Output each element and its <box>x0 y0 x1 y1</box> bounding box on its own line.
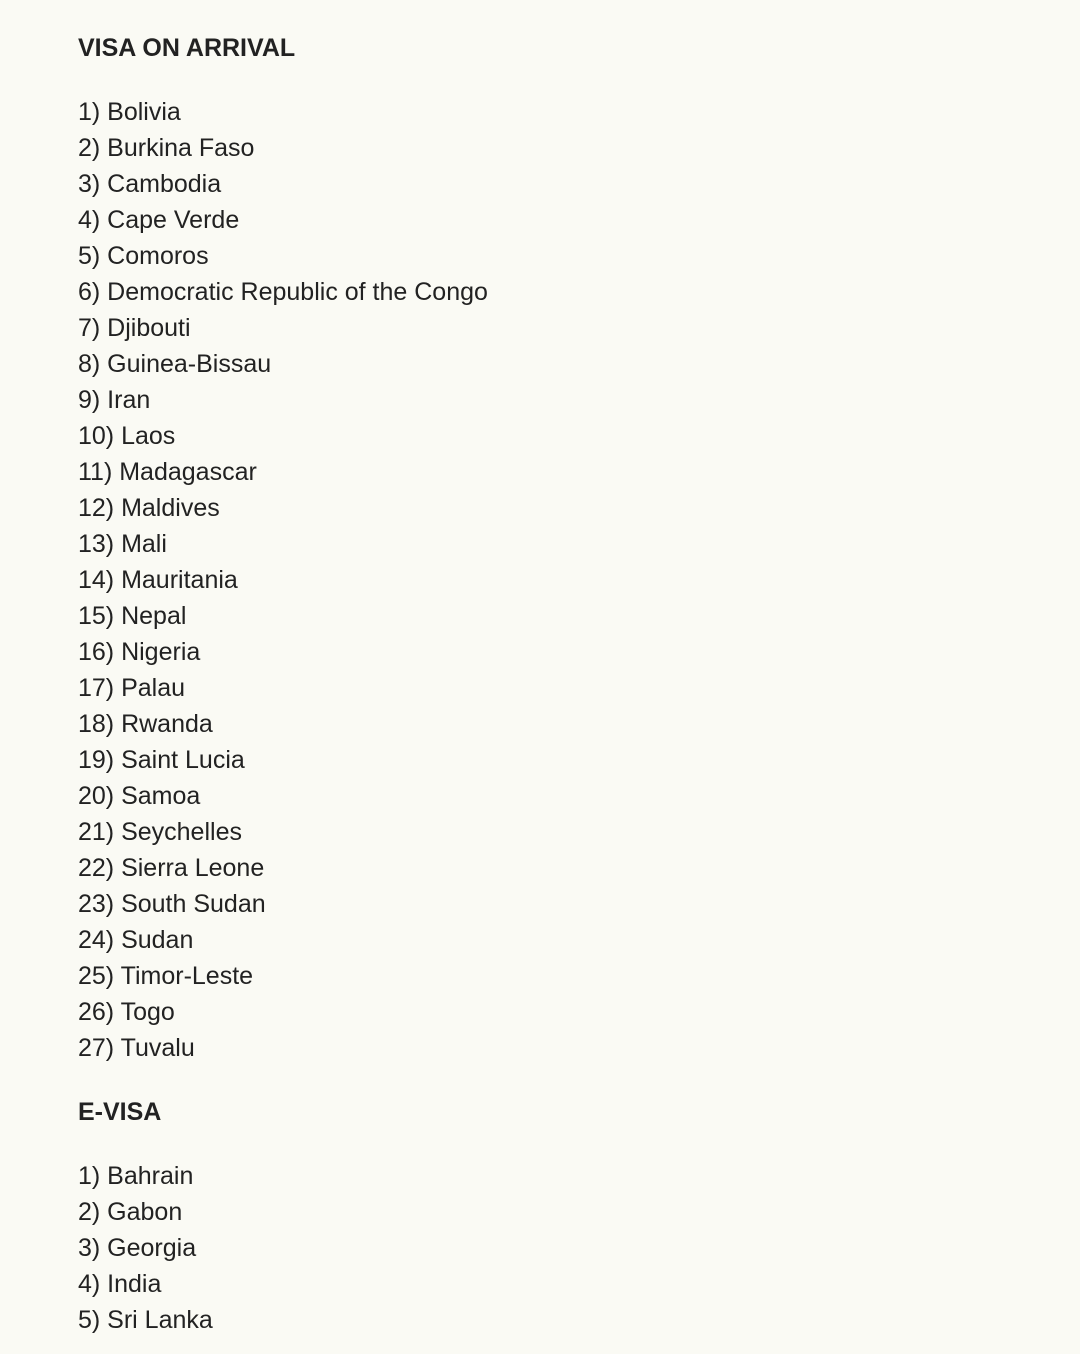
visa-on-arrival-heading: VISA ON ARRIVAL <box>78 34 296 62</box>
list-item: 5) Comoros <box>78 242 209 270</box>
list-item: 3) Georgia <box>78 1234 197 1262</box>
list-item: 6) Democratic Republic of the Congo <box>78 278 488 306</box>
e-visa-list <box>78 1158 213 1338</box>
list-item: 10) Laos <box>78 422 176 450</box>
list-item: 23) South Sudan <box>78 890 266 918</box>
list-item: 9) Iran <box>78 386 151 414</box>
list-item: 1) Bolivia <box>78 98 181 126</box>
list-item: 4) India <box>78 1270 162 1298</box>
list-item: 11) Madagascar <box>78 458 257 486</box>
list-item: 7) Djibouti <box>78 314 191 342</box>
e-visa-section <box>78 1094 213 1338</box>
list-item: 19) Saint Lucia <box>78 746 245 774</box>
list-item: 2) Gabon <box>78 1198 183 1226</box>
list-item: 2) Burkina Faso <box>78 134 255 162</box>
list-item: 20) Samoa <box>78 782 201 810</box>
e-visa-heading: E-VISA <box>78 1098 162 1126</box>
visa-on-arrival-section <box>78 30 488 1066</box>
visa-on-arrival-list <box>78 94 488 1066</box>
list-item: 8) Guinea-Bissau <box>78 350 272 378</box>
list-item: 14) Mauritania <box>78 566 238 594</box>
list-item: 17) Palau <box>78 674 186 702</box>
list-item: 13) Mali <box>78 530 167 558</box>
list-item: 25) Timor-Leste <box>78 962 254 990</box>
list-item: 24) Sudan <box>78 926 194 954</box>
list-item: 12) Maldives <box>78 494 220 522</box>
list-item: 16) Nigeria <box>78 638 201 666</box>
list-item: 3) Cambodia <box>78 170 222 198</box>
list-item: 4) Cape Verde <box>78 206 240 234</box>
list-item: 22) Sierra Leone <box>78 854 265 882</box>
list-item: 1) Bahrain <box>78 1162 194 1190</box>
list-item: 21) Seychelles <box>78 818 242 846</box>
list-item: 18) Rwanda <box>78 710 213 738</box>
list-item: 5) Sri Lanka <box>78 1306 213 1334</box>
list-item: 15) Nepal <box>78 602 187 630</box>
list-item: 26) Togo <box>78 998 175 1026</box>
list-item: 27) Tuvalu <box>78 1034 195 1062</box>
